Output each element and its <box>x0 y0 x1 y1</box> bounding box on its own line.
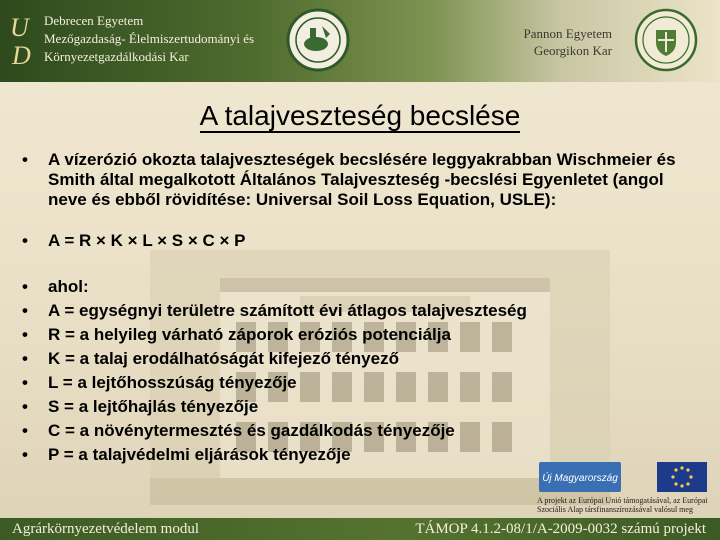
header-banner <box>0 0 720 82</box>
bullet-icon: • <box>22 445 28 464</box>
intro-bullet <box>22 150 682 210</box>
right-institution-line: Pannon Egyetem <box>523 26 612 41</box>
term-text: L = a lejtőhosszúság tényezője <box>48 373 297 392</box>
bullet-icon: • <box>22 277 28 296</box>
bullet-icon: • <box>22 421 28 440</box>
bullet-icon: • <box>22 150 28 169</box>
usle-formula: A = R × K × L × S × C × P <box>48 231 246 250</box>
list-item <box>22 347 682 371</box>
bullet-icon: • <box>22 349 28 368</box>
term-text: C = a növénytermesztés és gazdálkodás tényezője <box>48 421 455 440</box>
left-institution-line: Mezőgazdaság- Élelmiszertudományi és <box>44 31 255 46</box>
eu-flag-icon <box>657 462 707 492</box>
bullet-icon: • <box>22 373 28 392</box>
uj-magyarorszag-label: Új Magyarország <box>542 473 618 484</box>
slide-body <box>22 150 682 467</box>
ud-logo-icon <box>6 6 36 72</box>
svg-text:U: U <box>10 13 29 42</box>
term-text: A = egységnyi területre számított évi átlagos talajveszteség <box>48 301 527 320</box>
pannon-seal-icon <box>634 8 698 72</box>
list-item <box>22 371 682 395</box>
list-item <box>22 275 682 299</box>
bullet-icon: • <box>22 231 28 250</box>
slide-title <box>0 100 720 132</box>
list-item <box>22 323 682 347</box>
eu-funding-block <box>535 462 713 522</box>
term-text: R = a helyileg várható záporok eróziós potenciálja <box>48 325 451 344</box>
faculty-seal-icon <box>286 8 350 72</box>
right-institution-name <box>524 25 612 59</box>
term-text: K = a talaj erodálhatóságát kifejező tényező <box>48 349 399 368</box>
bullet-icon: • <box>22 301 28 320</box>
slide-title-text: A talajveszteség becslése <box>199 100 521 131</box>
footer-project-id: TÁMOP 4.1.2-08/1/A-2009-0032 számú projekt <box>415 521 706 537</box>
eu-funding-note: A projekt az Európai Unió támogatásával, az Európai Szociális Alap társfinanszírozásával valósul meg <box>537 496 708 514</box>
formula-bullet <box>22 231 682 251</box>
left-institution-name <box>44 12 254 66</box>
right-institution-line: Georgikon Kar <box>533 43 612 58</box>
bullet-icon: • <box>22 325 28 344</box>
left-institution-line: Környezetgazdálkodási Kar <box>44 49 189 64</box>
uj-magyarorszag-logo <box>539 462 621 492</box>
footer-module-name: Agrárkörnyezetvédelem modul <box>12 521 200 537</box>
intro-text: A vízerózió okozta talajveszteségek becslésére leggyakrabban Wischmeier és Smith által megalkotott Általános Talajveszteség -becslési Egyenletet (angol neve és ebből rövidítése: Universal Soil Loss Equation, USLE): <box>48 150 676 209</box>
list-item <box>22 299 682 323</box>
term-list <box>22 275 682 467</box>
term-text: P = a talajvédelmi eljárások tényezője <box>48 445 351 464</box>
svg-text:D: D <box>12 41 31 70</box>
term-text: S = a lejtőhajlás tényezője <box>48 397 259 416</box>
list-item <box>22 395 682 419</box>
left-institution-line: Debrecen Egyetem <box>44 13 144 28</box>
footer-bar <box>0 518 720 540</box>
bullet-icon: • <box>22 397 28 416</box>
list-item <box>22 419 682 443</box>
term-text: ahol: <box>48 277 89 296</box>
